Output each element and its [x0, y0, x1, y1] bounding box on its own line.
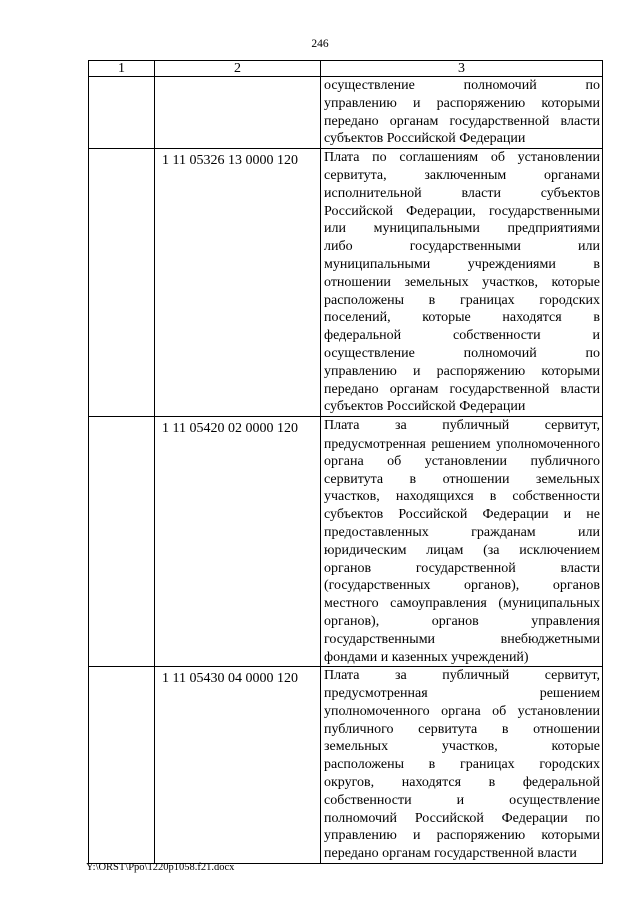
description-line: сервитута в отношении земельных — [324, 471, 600, 487]
classification-code: 1 11 05430 04 0000 120 — [162, 671, 298, 687]
description-line: уполномоченного органа об установлении — [324, 703, 600, 719]
description-line: передано органам государственной власти — [324, 381, 600, 397]
description-line: сервитута, заключенным органами — [324, 167, 600, 183]
budget-classification-table — [88, 60, 603, 864]
column-1-cell — [89, 77, 155, 149]
description-line: исполнительной власти субъектов — [324, 185, 600, 201]
revenue-description — [321, 77, 602, 148]
revenue-description-cell — [321, 149, 603, 417]
description-line: предоставленных гражданам или — [324, 524, 600, 540]
classification-code: 1 11 05326 13 0000 120 — [162, 153, 298, 169]
description-line: государственными внебюджетными — [324, 631, 600, 647]
description-line: органов), органов управления — [324, 613, 600, 629]
description-line: отношении земельных участков, которые — [324, 274, 600, 290]
revenue-description — [321, 417, 602, 666]
description-line: муниципальными учреждениями в — [324, 256, 600, 272]
description-line: предусмотренная решением — [324, 686, 600, 702]
classification-code-cell — [155, 417, 321, 667]
description-line: публичного сервитута в отношении — [324, 721, 600, 737]
description-line: фондами и казенных учреждений) — [324, 649, 529, 665]
description-line: местного самоуправления (муниципальных — [324, 596, 600, 612]
description-line: Плата за публичный сервитут, — [324, 668, 600, 684]
description-line: федеральной собственности и — [324, 328, 600, 344]
revenue-description — [321, 149, 602, 416]
description-line: участков, находящихся в собственности — [324, 489, 600, 505]
description-line: субъектов Российской Федерации — [324, 399, 526, 415]
description-line: осуществление полномочий по — [324, 345, 600, 361]
revenue-description-cell — [321, 667, 603, 864]
description-line: либо государственными или — [324, 239, 600, 255]
header-column-2: 2 — [155, 61, 321, 77]
description-line: органов государственной власти — [324, 560, 600, 576]
table-row — [89, 77, 603, 149]
description-line: (государственных органов), органов — [324, 578, 600, 594]
revenue-description — [321, 667, 602, 863]
classification-code — [155, 77, 320, 80]
description-line: полномочий Российской Федерации по — [324, 810, 600, 826]
classification-code-cell — [155, 667, 321, 864]
column-1-cell — [89, 149, 155, 417]
description-line: управлению и распоряжению которыми — [324, 828, 600, 844]
description-line: передано органам государственной власти — [324, 113, 600, 129]
description-line: субъектов Российской Федерации и не — [324, 507, 600, 523]
description-line: субъектов Российской Федерации — [324, 131, 526, 147]
description-line: поселений, которые находятся в — [324, 310, 600, 326]
table-row — [89, 149, 603, 417]
description-line: юридическим лицам (за исключением — [324, 542, 600, 558]
header-column-1: 1 — [89, 61, 155, 77]
page-number: 246 — [311, 38, 329, 50]
header-column-3: 3 — [321, 61, 603, 77]
description-line: Российской Федерации, государственными — [324, 203, 600, 219]
classification-code: 1 11 05420 02 0000 120 — [162, 421, 298, 437]
description-line: Плата за публичный сервитут, — [324, 418, 600, 434]
description-line: предусмотренная решением уполномоченного — [324, 435, 600, 451]
description-line: или муниципальными предприятиями — [324, 221, 600, 237]
revenue-description-cell — [321, 417, 603, 667]
description-line: управлению и распоряжению которыми — [324, 95, 600, 111]
table-header-row — [89, 61, 603, 77]
column-1-cell — [89, 417, 155, 667]
description-line: передано органам государственной власти — [324, 846, 577, 862]
classification-code-cell — [155, 77, 321, 149]
revenue-description-cell — [321, 77, 603, 149]
description-line: расположены в границах городских — [324, 292, 600, 308]
description-line: земельных участков, которые — [324, 739, 600, 755]
description-line: собственности и осуществление — [324, 792, 600, 808]
description-line: органа об установлении публичного — [324, 453, 600, 469]
classification-code-cell — [155, 149, 321, 417]
table-row — [89, 417, 603, 667]
file-path-footer: Y:\ORST\Ppo\1220p1058.f21.docx — [86, 862, 235, 873]
description-line: расположены в границах городских — [324, 757, 600, 773]
column-1-cell — [89, 667, 155, 864]
table-row — [89, 667, 603, 864]
description-line: управлению и распоряжению которыми — [324, 363, 600, 379]
description-line: округов, находятся в федеральной — [324, 775, 600, 791]
description-line: осуществление полномочий по — [324, 78, 600, 93]
description-line: Плата по соглашениям об установлении — [324, 150, 600, 166]
